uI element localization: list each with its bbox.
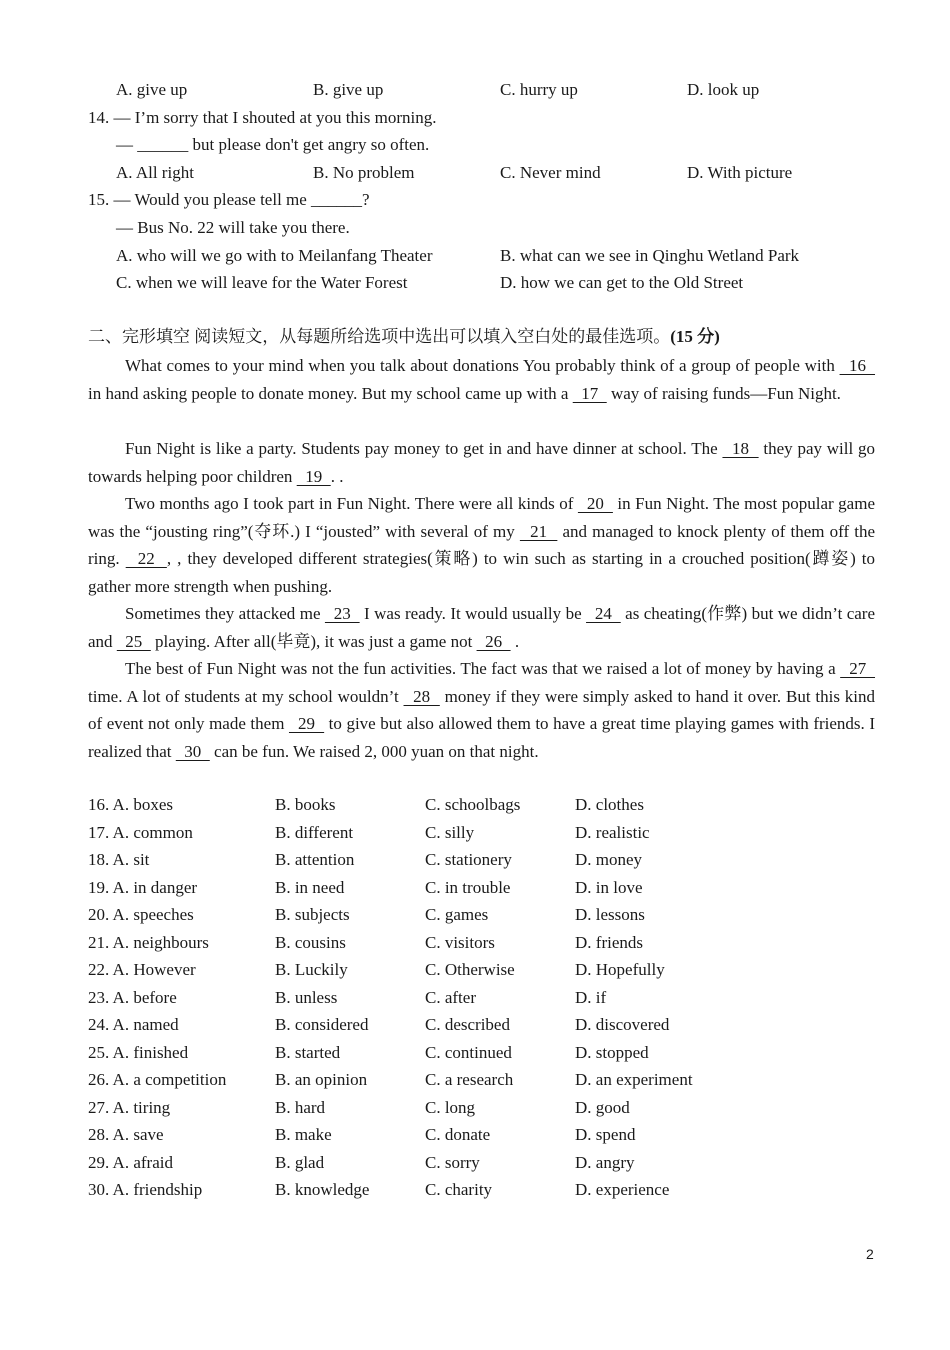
option-d: D. an experiment [575,1070,693,1089]
q14-option-a: A. All right [116,163,194,182]
blank-18: 18 [722,439,759,458]
option-b: B. books [275,795,336,814]
passage-text: in hand asking people to donate money. But my school came up with a [88,383,573,403]
q14-option-d: D. With picture [687,163,793,182]
blank-23: 23 [324,604,360,623]
passage-text: and managed to knock plenty of them off the ring. [88,521,875,569]
option-c: C. a research [425,1070,514,1089]
q15-option-d: D. how we can get to the Old Street [500,273,744,292]
section-points: (15 分) [670,327,720,346]
option-b: B. make [275,1125,332,1144]
option-b: B. Luckily [275,960,348,979]
q13-option-c: C. hurry up [500,80,578,99]
q15-option-c: C. when we will leave for the Water Forest [116,273,408,292]
option-c: C. long [425,1097,476,1117]
option-c: C. continued [425,1042,512,1062]
q14-reply: — ______ but please don't get angry so often. [116,135,430,154]
option-d: D. friends [575,932,643,952]
passage-paragraph-4 [88,600,875,655]
option-d: D. in love [575,877,643,897]
blank-22: 22 [125,549,167,569]
option-b: B. cousins [275,932,346,952]
option-b: B. hard [275,1097,326,1117]
option-a: 26. A. a competition [88,1070,227,1089]
blank-17: 17 [572,383,607,403]
passage-text: , , they developed different strategies(策略) to win such as starting in a crouched position(蹲姿) to gather more strength when pushing. [88,549,876,596]
blank-26: 26 [476,631,511,651]
option-b: B. attention [275,850,355,869]
blank-30: 30 [175,741,210,761]
option-a: 24. A. named [88,1015,179,1034]
option-c: C. games [425,905,489,924]
q14-option-c: C. Never mind [500,163,601,182]
q15-option-b: B. what can we see in Qinghu Wetland Park [500,246,800,265]
option-a: 23. A. before [88,987,177,1007]
passage-text: they pay will go towards helping poor children [88,439,876,486]
option-d: D. spend [575,1125,636,1144]
option-c: C. sorry [425,1152,480,1172]
option-b: B. considered [275,1015,369,1034]
option-a: 17. A. common [88,822,193,842]
blank-19: 19 [296,466,331,486]
option-a: 21. A. neighbours [88,932,209,952]
blank-24: 24 [586,604,621,623]
blank-20: 20 [577,494,613,513]
passage-text: Sometimes they attacked me [125,604,325,623]
q13-option-a: A. give up [116,80,188,99]
option-d: D. discovered [575,1015,670,1034]
option-c: C. charity [425,1180,493,1199]
passage-text: as cheating(作弊) but we didn’t care and [88,604,876,651]
q15-reply: — Bus No. 22 will take you there. [116,218,350,237]
option-a: 18. A. sit [88,850,150,869]
option-d: D. if [575,987,607,1007]
option-a: 16. A. boxes [88,795,173,814]
option-d: D. angry [575,1152,635,1172]
option-c: C. described [425,1015,510,1034]
option-b: B. unless [275,987,338,1007]
option-a: 27. A. tiring [88,1097,171,1117]
option-c: C. visitors [425,932,495,952]
option-d: D. clothes [575,795,644,814]
blank-28: 28 [403,686,440,706]
passage-text: money if they were simply asked to hand it over. But this kind of event not only made them [88,686,875,734]
section-heading [88,325,720,349]
option-b: B. in need [275,877,345,897]
q15-option-a: A. who will we go with to Meilanfang Theater [116,246,433,265]
option-a: 28. A. save [88,1125,164,1144]
blank-16: 16 [839,356,876,375]
passage-text: . . [330,466,344,486]
passage-text: I was ready. It would usually be [359,604,587,623]
option-a: 25. A. finished [88,1042,189,1062]
option-d: D. Hopefully [575,960,665,979]
option-a: 22. A. However [88,960,196,979]
q14-option-b: B. No problem [313,163,415,182]
option-b: B. started [275,1042,341,1062]
passage-paragraph-5 [88,655,875,765]
passage-text: Two months ago I took part in Fun Night. There were all kinds of [125,494,578,513]
passage-text: playing. After all(毕竟), it was just a game not [150,631,477,651]
option-d: D. experience [575,1180,670,1199]
passage-paragraph-2 [88,435,875,490]
blank-25: 25 [116,631,151,651]
passage-text: can be fun. We raised 2, 000 yuan on that night. [209,741,539,761]
q13-option-d: D. look up [687,80,760,99]
option-b: B. glad [275,1152,325,1172]
passage-paragraph-3 [88,490,875,600]
passage-text: way of raising funds—Fun Night. [606,383,841,403]
blank-29: 29 [288,714,325,734]
blank-27: 27 [840,659,876,678]
option-c: C. schoolbags [425,795,521,814]
q15-stem: 15. — Would you please tell me ______? [88,190,370,209]
option-d: D. stopped [575,1042,649,1062]
option-a: 19. A. in danger [88,877,198,897]
blank-21: 21 [519,521,558,541]
passage-text: in Fun Night. The most popular game was the “jousting ring”(夺环.) I “jousted” with several of my [88,494,875,541]
q13-option-b: B. give up [313,80,384,99]
option-b: B. subjects [275,905,350,924]
passage-text: Fun Night is like a party. Students pay money to get in and have dinner at school. The [125,439,723,458]
passage-text: The best of Fun Night was not the fun activities. The fact was that we raised a lot of money by having a [125,659,841,678]
passage-text: to give but also allowed them to have a great time playing games with friends. I realized that [88,714,876,761]
option-c: C. silly [425,822,475,842]
passage-text: . [510,631,520,651]
option-a: 30. A. friendship [88,1180,203,1199]
option-d: D. money [575,850,643,869]
option-c: C. Otherwise [425,960,515,979]
option-b: B. an opinion [275,1070,368,1089]
section-heading-text: 二、完形填空 阅读短文，从每题所给选项中选出可以填入空白处的最佳选项。 [88,327,671,346]
option-c: C. donate [425,1125,491,1144]
option-c: C. stationery [425,850,512,869]
option-b: B. different [275,822,354,842]
passage-paragraph-1 [88,352,875,407]
q14-stem: 14. — I’m sorry that I shouted at you this morning. [88,108,437,127]
passage-text: time. A lot of students at my school wouldn’t [88,686,404,706]
passage-text: What comes to your mind when you talk about donations You probably think of a group of people with [125,356,840,375]
option-d: D. realistic [575,822,650,842]
page-number: 2 [866,1246,874,1262]
option-d: D. lessons [575,905,645,924]
option-b: B. knowledge [275,1180,370,1199]
option-c: C. after [425,987,476,1007]
option-d: D. good [575,1097,630,1117]
option-a: 29. A. afraid [88,1152,173,1172]
option-c: C. in trouble [425,877,511,897]
option-a: 20. A. speeches [88,905,194,924]
